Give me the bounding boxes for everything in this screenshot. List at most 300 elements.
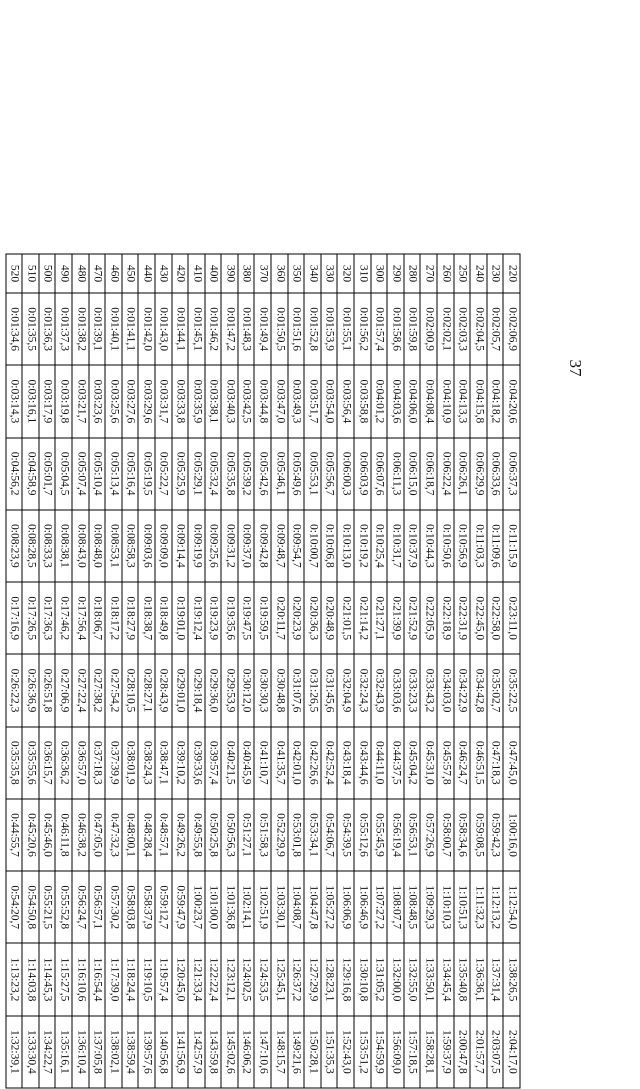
time-cell: 1:24:02,5 [238,943,255,1015]
time-cell: 0:54:39,5 [337,799,354,871]
time-cell: 0:31:07,6 [288,654,305,726]
time-cell: 0:38:47,1 [155,727,172,799]
time-cell: 0:02:03,3 [454,293,471,365]
time-cell: 0:34:03,0 [437,654,454,726]
time-cell: 1:32:39,1 [6,1016,23,1088]
time-cell: 0:45:57,8 [437,727,454,799]
time-cell: 0:01:59,8 [404,293,421,365]
time-cell: 0:21:39,9 [387,582,404,654]
table-row [205,254,222,1088]
time-cell: 0:05:13,4 [105,438,122,510]
time-cell: 0:43:44,6 [354,727,371,799]
time-cell: 1:35:16,1 [55,1016,72,1088]
time-cell: 0:59:42,3 [487,799,504,871]
time-cell: 0:05:32,4 [205,438,222,510]
time-cell: 0:10:19,2 [354,510,371,582]
row-label-cell: 470 [89,254,106,293]
time-cell: 0:01:38,2 [72,293,89,365]
time-cell: 1:07:27,2 [371,871,388,943]
time-cell: 0:01:58,6 [387,293,404,365]
time-cell: 0:05:22,7 [155,438,172,510]
time-cell: 1:00:23,7 [188,871,205,943]
row-label-cell: 510 [22,254,39,293]
time-cell: 0:56:57,1 [89,871,106,943]
time-cell: 0:19:59,5 [255,582,272,654]
table-row [122,254,139,1088]
time-cell: 0:03:51,7 [304,365,321,437]
time-cell: 1:01:36,8 [221,871,238,943]
time-cell: 0:39:33,6 [188,727,205,799]
row-label-cell: 230 [487,254,504,293]
time-cell: 0:02:04,5 [470,293,487,365]
time-cell: 0:03:58,8 [354,365,371,437]
time-cell: 0:01:50,5 [271,293,288,365]
time-cell: 1:37:31,4 [487,943,504,1015]
time-cell: 0:29:36,0 [205,654,222,726]
time-cell: 1:19:10,5 [138,943,155,1015]
time-cell: 0:05:25,9 [172,438,189,510]
time-cell: 0:03:54,0 [321,365,338,437]
time-cell: 1:11:32,3 [470,871,487,943]
time-cell: 0:42:52,4 [321,727,338,799]
time-cell: 0:01:43,0 [155,293,172,365]
time-cell: 0:27:54,2 [105,654,122,726]
time-cell: 1:34:22,7 [39,1016,56,1088]
time-cell: 0:03:16,1 [22,365,39,437]
time-cell: 0:01:52,8 [304,293,321,365]
time-cell: 0:26:36,9 [22,654,39,726]
time-cell: 0:17:26,5 [22,582,39,654]
time-cell: 0:28:27,1 [138,654,155,726]
time-cell: 0:01:45,1 [188,293,205,365]
row-label-cell: 350 [288,254,305,293]
time-cell: 0:04:15,8 [470,365,487,437]
time-cell: 1:38:59,4 [122,1016,139,1088]
time-cell: 0:52:29,9 [271,799,288,871]
time-cell: 0:31:26,5 [304,654,321,726]
time-cell: 0:01:48,3 [238,293,255,365]
time-cell: 0:29:53,9 [221,654,238,726]
table-row [89,254,106,1088]
time-cell: 0:04:08,4 [420,365,437,437]
time-cell: 0:33:23,3 [404,654,421,726]
time-cell: 1:19:57,4 [155,943,172,1015]
time-cell: 0:53:01,8 [288,799,305,871]
time-cell: 0:22:58,0 [487,582,504,654]
row-label-cell: 260 [437,254,454,293]
time-cell: 0:01:47,2 [221,293,238,365]
table-row [354,254,371,1088]
time-cell: 0:30:48,8 [271,654,288,726]
table-row [238,254,255,1088]
time-cell: 0:57:26,9 [420,799,437,871]
time-cell: 0:01:37,3 [55,293,72,365]
time-cell: 1:27:29,9 [304,943,321,1015]
time-cell: 2:01:57,7 [470,1016,487,1088]
time-cell: 0:09:42,8 [255,510,272,582]
time-cell: 1:37:05,8 [89,1016,106,1088]
page-number: 37 [566,359,585,377]
time-cell: 0:05:53,1 [304,438,321,510]
time-cell: 0:18:27,9 [122,582,139,654]
time-cell: 1:10:10,3 [437,871,454,943]
time-cell: 0:42:26,6 [304,727,321,799]
time-cell: 0:47:45,0 [503,727,520,799]
time-cell: 0:10:44,3 [420,510,437,582]
time-cell: 1:16:10,6 [72,943,89,1015]
row-label-cell: 390 [221,254,238,293]
time-cell: 1:49:21,6 [288,1016,305,1088]
time-cell: 0:11:09,6 [487,510,504,582]
time-cell: 0:10:50,6 [437,510,454,582]
time-cell: 0:39:57,4 [205,727,222,799]
time-cell: 1:33:30,4 [22,1016,39,1088]
time-cell: 0:10:13,0 [337,510,354,582]
time-cell: 1:14:03,8 [22,943,39,1015]
time-cell: 0:58:37,9 [138,871,155,943]
time-cell: 0:06:03,9 [354,438,371,510]
row-label-cell: 430 [155,254,172,293]
time-cell: 0:59:47,9 [172,871,189,943]
time-cell: 0:43:18,4 [337,727,354,799]
time-cell: 0:02:05,7 [487,293,504,365]
time-cell: 0:01:39,1 [89,293,106,365]
time-cell: 0:06:11,3 [387,438,404,510]
time-cell: 0:47:32,3 [105,799,122,871]
time-cell: 0:35:55,6 [22,727,39,799]
time-cell: 0:01:36,3 [39,293,56,365]
time-cell: 0:32:43,9 [371,654,388,726]
time-cell: 1:23:12,1 [221,943,238,1015]
row-label-cell: 520 [6,254,23,293]
time-cell: 1:34:45,4 [437,943,454,1015]
time-cell: 0:20:48,9 [321,582,338,654]
time-cell: 0:54:20,7 [6,871,23,943]
time-cell: 1:47:10,6 [255,1016,272,1088]
time-cell: 0:05:19,5 [138,438,155,510]
row-label-cell: 320 [337,254,354,293]
row-label-cell: 420 [172,254,189,293]
time-cell: 1:50:28,1 [304,1016,321,1088]
time-cell: 0:10:25,4 [371,510,388,582]
time-cell: 1:02:51,9 [255,871,272,943]
time-cell: 1:14:45,3 [39,943,56,1015]
time-cell: 0:09:54,7 [288,510,305,582]
time-cell: 1:45:02,6 [221,1016,238,1088]
time-cell: 0:41:10,7 [255,727,272,799]
time-cell: 0:18:49,8 [155,582,172,654]
time-cell: 0:21:27,1 [371,582,388,654]
time-cell: 1:32:55,0 [404,943,421,1015]
time-cell: 0:01:34,6 [6,293,23,365]
time-cell: 0:18:06,7 [89,582,106,654]
time-cell: 1:38:26,5 [503,943,520,1015]
time-cell: 1:17:39,0 [105,943,122,1015]
time-cell: 0:54:50,8 [22,871,39,943]
time-cell: 0:01:42,0 [138,293,155,365]
time-cell: 0:26:51,8 [39,654,56,726]
time-cell: 0:53:34,1 [304,799,321,871]
time-cell: 0:01:56,2 [354,293,371,365]
time-cell: 0:56:53,1 [404,799,421,871]
time-cell: 0:48:00,1 [122,799,139,871]
time-cell: 0:55:52,8 [55,871,72,943]
time-cell: 1:03:30,1 [271,871,288,943]
time-cell: 0:05:29,1 [188,438,205,510]
time-cell: 0:06:18,7 [420,438,437,510]
row-label-cell: 300 [371,254,388,293]
time-cell: 1:21:33,4 [188,943,205,1015]
row-label-cell: 440 [138,254,155,293]
time-cell: 2:00:47,8 [454,1016,471,1088]
time-cell: 0:05:16,4 [122,438,139,510]
time-cell: 0:19:12,4 [188,582,205,654]
time-cell: 0:04:01,2 [371,365,388,437]
row-label-cell: 270 [420,254,437,293]
time-cell: 0:58:34,6 [454,799,471,871]
time-cell: 0:06:22,4 [437,438,454,510]
table-row [155,254,172,1088]
time-cell: 0:03:14,3 [6,365,23,437]
table-row [470,254,487,1088]
time-cell: 0:04:58,9 [22,438,39,510]
time-cell: 0:03:38,1 [205,365,222,437]
time-cell: 0:58:03,8 [122,871,139,943]
time-cell: 0:03:40,3 [221,365,238,437]
time-cell: 0:05:04,5 [55,438,72,510]
time-cell: 0:35:22,5 [503,654,520,726]
time-cell: 0:04:03,6 [387,365,404,437]
time-cell: 0:05:49,6 [288,438,305,510]
time-cell: 1:57:18,5 [404,1016,421,1088]
time-cell: 0:17:36,3 [39,582,56,654]
time-cell: 0:03:27,6 [122,365,139,437]
time-cell: 0:03:42,5 [238,365,255,437]
time-cell: 0:09:48,7 [271,510,288,582]
time-cell: 0:04:56,2 [6,438,23,510]
time-cell: 1:00:16,0 [503,799,520,871]
time-cell: 0:03:29,6 [138,365,155,437]
time-cell: 1:02:14,1 [238,871,255,943]
time-cell: 0:17:46,2 [55,582,72,654]
time-cell: 1:10:51,3 [454,871,471,943]
time-cell: 0:10:56,9 [454,510,471,582]
time-cell: 0:09:03,6 [138,510,155,582]
time-cell: 0:03:49,3 [288,365,305,437]
row-label-cell: 340 [304,254,321,293]
time-cell: 0:36:15,7 [39,727,56,799]
time-cell: 1:16:54,4 [89,943,106,1015]
time-cell: 0:03:35,9 [188,365,205,437]
time-cell: 0:31:45,6 [321,654,338,726]
row-label-cell: 290 [387,254,404,293]
time-cell: 1:51:35,3 [321,1016,338,1088]
time-cell: 0:27:38,2 [89,654,106,726]
table-row [371,254,388,1088]
time-cell: 0:01:40,1 [105,293,122,365]
time-cell: 0:22:31,9 [454,582,471,654]
time-cell: 0:48:57,1 [155,799,172,871]
time-cell: 0:02:00,9 [420,293,437,365]
time-cell: 1:30:10,8 [354,943,371,1015]
time-cell: 0:01:53,9 [321,293,338,365]
time-cell: 0:08:53,1 [105,510,122,582]
row-label-cell: 240 [470,254,487,293]
time-cell: 1:26:37,2 [288,943,305,1015]
time-cell: 0:05:39,2 [238,438,255,510]
time-cell: 1:09:29,3 [420,871,437,943]
time-cell: 0:09:31,2 [221,510,238,582]
row-label-cell: 410 [188,254,205,293]
time-cell: 0:20:23,9 [288,582,305,654]
time-cell: 0:44:55,7 [6,799,23,871]
time-cell: 1:25:45,1 [271,943,288,1015]
time-cell: 0:19:35,6 [221,582,238,654]
time-cell: 0:21:01,5 [337,582,354,654]
time-cell: 0:33:03,6 [387,654,404,726]
time-cell: 0:04:10,9 [437,365,454,437]
time-cell: 0:20:11,7 [271,582,288,654]
time-cell: 1:36:36,1 [470,943,487,1015]
table-row [437,254,454,1088]
time-cell: 1:12:13,2 [487,871,504,943]
time-cell: 0:32:24,3 [354,654,371,726]
time-cell: 0:20:36,3 [304,582,321,654]
time-cell: 0:01:51,6 [288,293,305,365]
time-cell: 1:15:27,5 [55,943,72,1015]
time-cell: 0:17:16,9 [6,582,23,654]
time-cell: 1:04:08,7 [288,871,305,943]
table-row [321,254,338,1088]
time-cell: 0:27:06,9 [55,654,72,726]
time-cell: 0:18:17,2 [105,582,122,654]
time-cell: 0:05:42,6 [255,438,272,510]
time-cell: 0:36:57,0 [72,727,89,799]
time-cell: 0:51:27,1 [238,799,255,871]
time-cell: 0:50:56,3 [221,799,238,871]
time-cell: 0:19:47,5 [238,582,255,654]
time-cell: 1:58:28,1 [420,1016,437,1088]
row-label-cell: 360 [271,254,288,293]
time-cell: 0:45:46,0 [39,799,56,871]
time-cell: 0:26:22,3 [6,654,23,726]
time-cell: 0:44:37,5 [387,727,404,799]
time-cell: 0:05:56,7 [321,438,338,510]
time-cell: 0:36:36,2 [55,727,72,799]
table-row [22,254,39,1088]
time-cell: 0:09:37,0 [238,510,255,582]
table-row [72,254,89,1088]
time-cell: 1:04:47,8 [304,871,321,943]
time-cell: 1:52:43,0 [337,1016,354,1088]
time-cell: 1:43:59,8 [205,1016,222,1088]
time-cell: 0:10:37,9 [404,510,421,582]
table-row [404,254,421,1088]
table-row [487,254,504,1088]
time-cell: 0:34:22,9 [454,654,471,726]
time-cell: 0:22:05,9 [420,582,437,654]
time-cell: 0:03:33,8 [172,365,189,437]
time-cell: 0:03:44,8 [255,365,272,437]
time-cell: 1:18:24,4 [122,943,139,1015]
time-cell: 1:59:37,9 [437,1016,454,1088]
time-cell: 0:48:28,4 [138,799,155,871]
time-cell: 1:38:02,1 [105,1016,122,1088]
time-cell: 0:50:25,8 [205,799,222,871]
time-cell: 0:59:08,5 [470,799,487,871]
row-label-cell: 500 [39,254,56,293]
row-label-cell: 490 [55,254,72,293]
time-cell: 0:08:28,5 [22,510,39,582]
time-cell: 0:03:47,0 [271,365,288,437]
time-cell: 0:05:46,1 [271,438,288,510]
time-cell: 1:39:57,6 [138,1016,155,1088]
table-body [6,254,520,1088]
table-row [337,254,354,1088]
time-cell: 0:35:35,8 [6,727,23,799]
time-cell: 2:04:17,0 [503,1016,520,1088]
row-label-cell: 310 [354,254,371,293]
time-cell: 0:21:52,9 [404,582,421,654]
time-cell: 0:55:12,6 [354,799,371,871]
table-row [6,254,23,1088]
time-cell: 0:30:30,3 [255,654,272,726]
time-cell: 1:53:51,2 [354,1016,371,1088]
time-cell: 1:35:40,8 [454,943,471,1015]
row-label-cell: 330 [321,254,338,293]
row-label-cell: 370 [255,254,272,293]
time-cell: 1:42:57,9 [188,1016,205,1088]
time-cell: 0:04:20,6 [503,365,520,437]
time-cell: 1:41:56,9 [172,1016,189,1088]
time-cell: 0:08:48,0 [89,510,106,582]
table-row [172,254,189,1088]
time-cell: 0:59:12,7 [155,871,172,943]
time-cell: 0:01:35,5 [22,293,39,365]
time-cell: 0:28:10,5 [122,654,139,726]
time-cell: 0:09:14,4 [172,510,189,582]
time-cell: 1:13:23,2 [6,943,23,1015]
table-row [39,254,56,1088]
time-cell: 0:40:21,5 [221,727,238,799]
table-container [8,254,521,1089]
table-row [221,254,238,1088]
time-cell: 0:03:23,6 [89,365,106,437]
time-cell: 0:17:56,4 [72,582,89,654]
time-cell: 0:18:38,7 [138,582,155,654]
time-cell: 0:03:19,8 [55,365,72,437]
time-cell: 0:46:11,8 [55,799,72,871]
time-cell: 0:29:01,0 [172,654,189,726]
time-cell: 1:20:45,0 [172,943,189,1015]
time-cell: 0:45:04,2 [404,727,421,799]
row-label-cell: 250 [454,254,471,293]
time-cell: 0:01:46,2 [205,293,222,365]
time-cell: 0:47:18,3 [487,727,504,799]
time-cell: 0:01:41,1 [122,293,139,365]
time-cell: 0:32:04,9 [337,654,354,726]
table-row [105,254,122,1088]
time-cell: 1:32:00,0 [387,943,404,1015]
table-row [188,254,205,1088]
time-cell: 0:05:10,4 [89,438,106,510]
time-cell: 0:44:11,0 [371,727,388,799]
time-cell: 1:06:46,9 [354,871,371,943]
time-cell: 0:58:00,7 [437,799,454,871]
time-cell: 0:05:35,8 [221,438,238,510]
time-cell: 0:03:21,7 [72,365,89,437]
time-cell: 0:29:18,4 [188,654,205,726]
